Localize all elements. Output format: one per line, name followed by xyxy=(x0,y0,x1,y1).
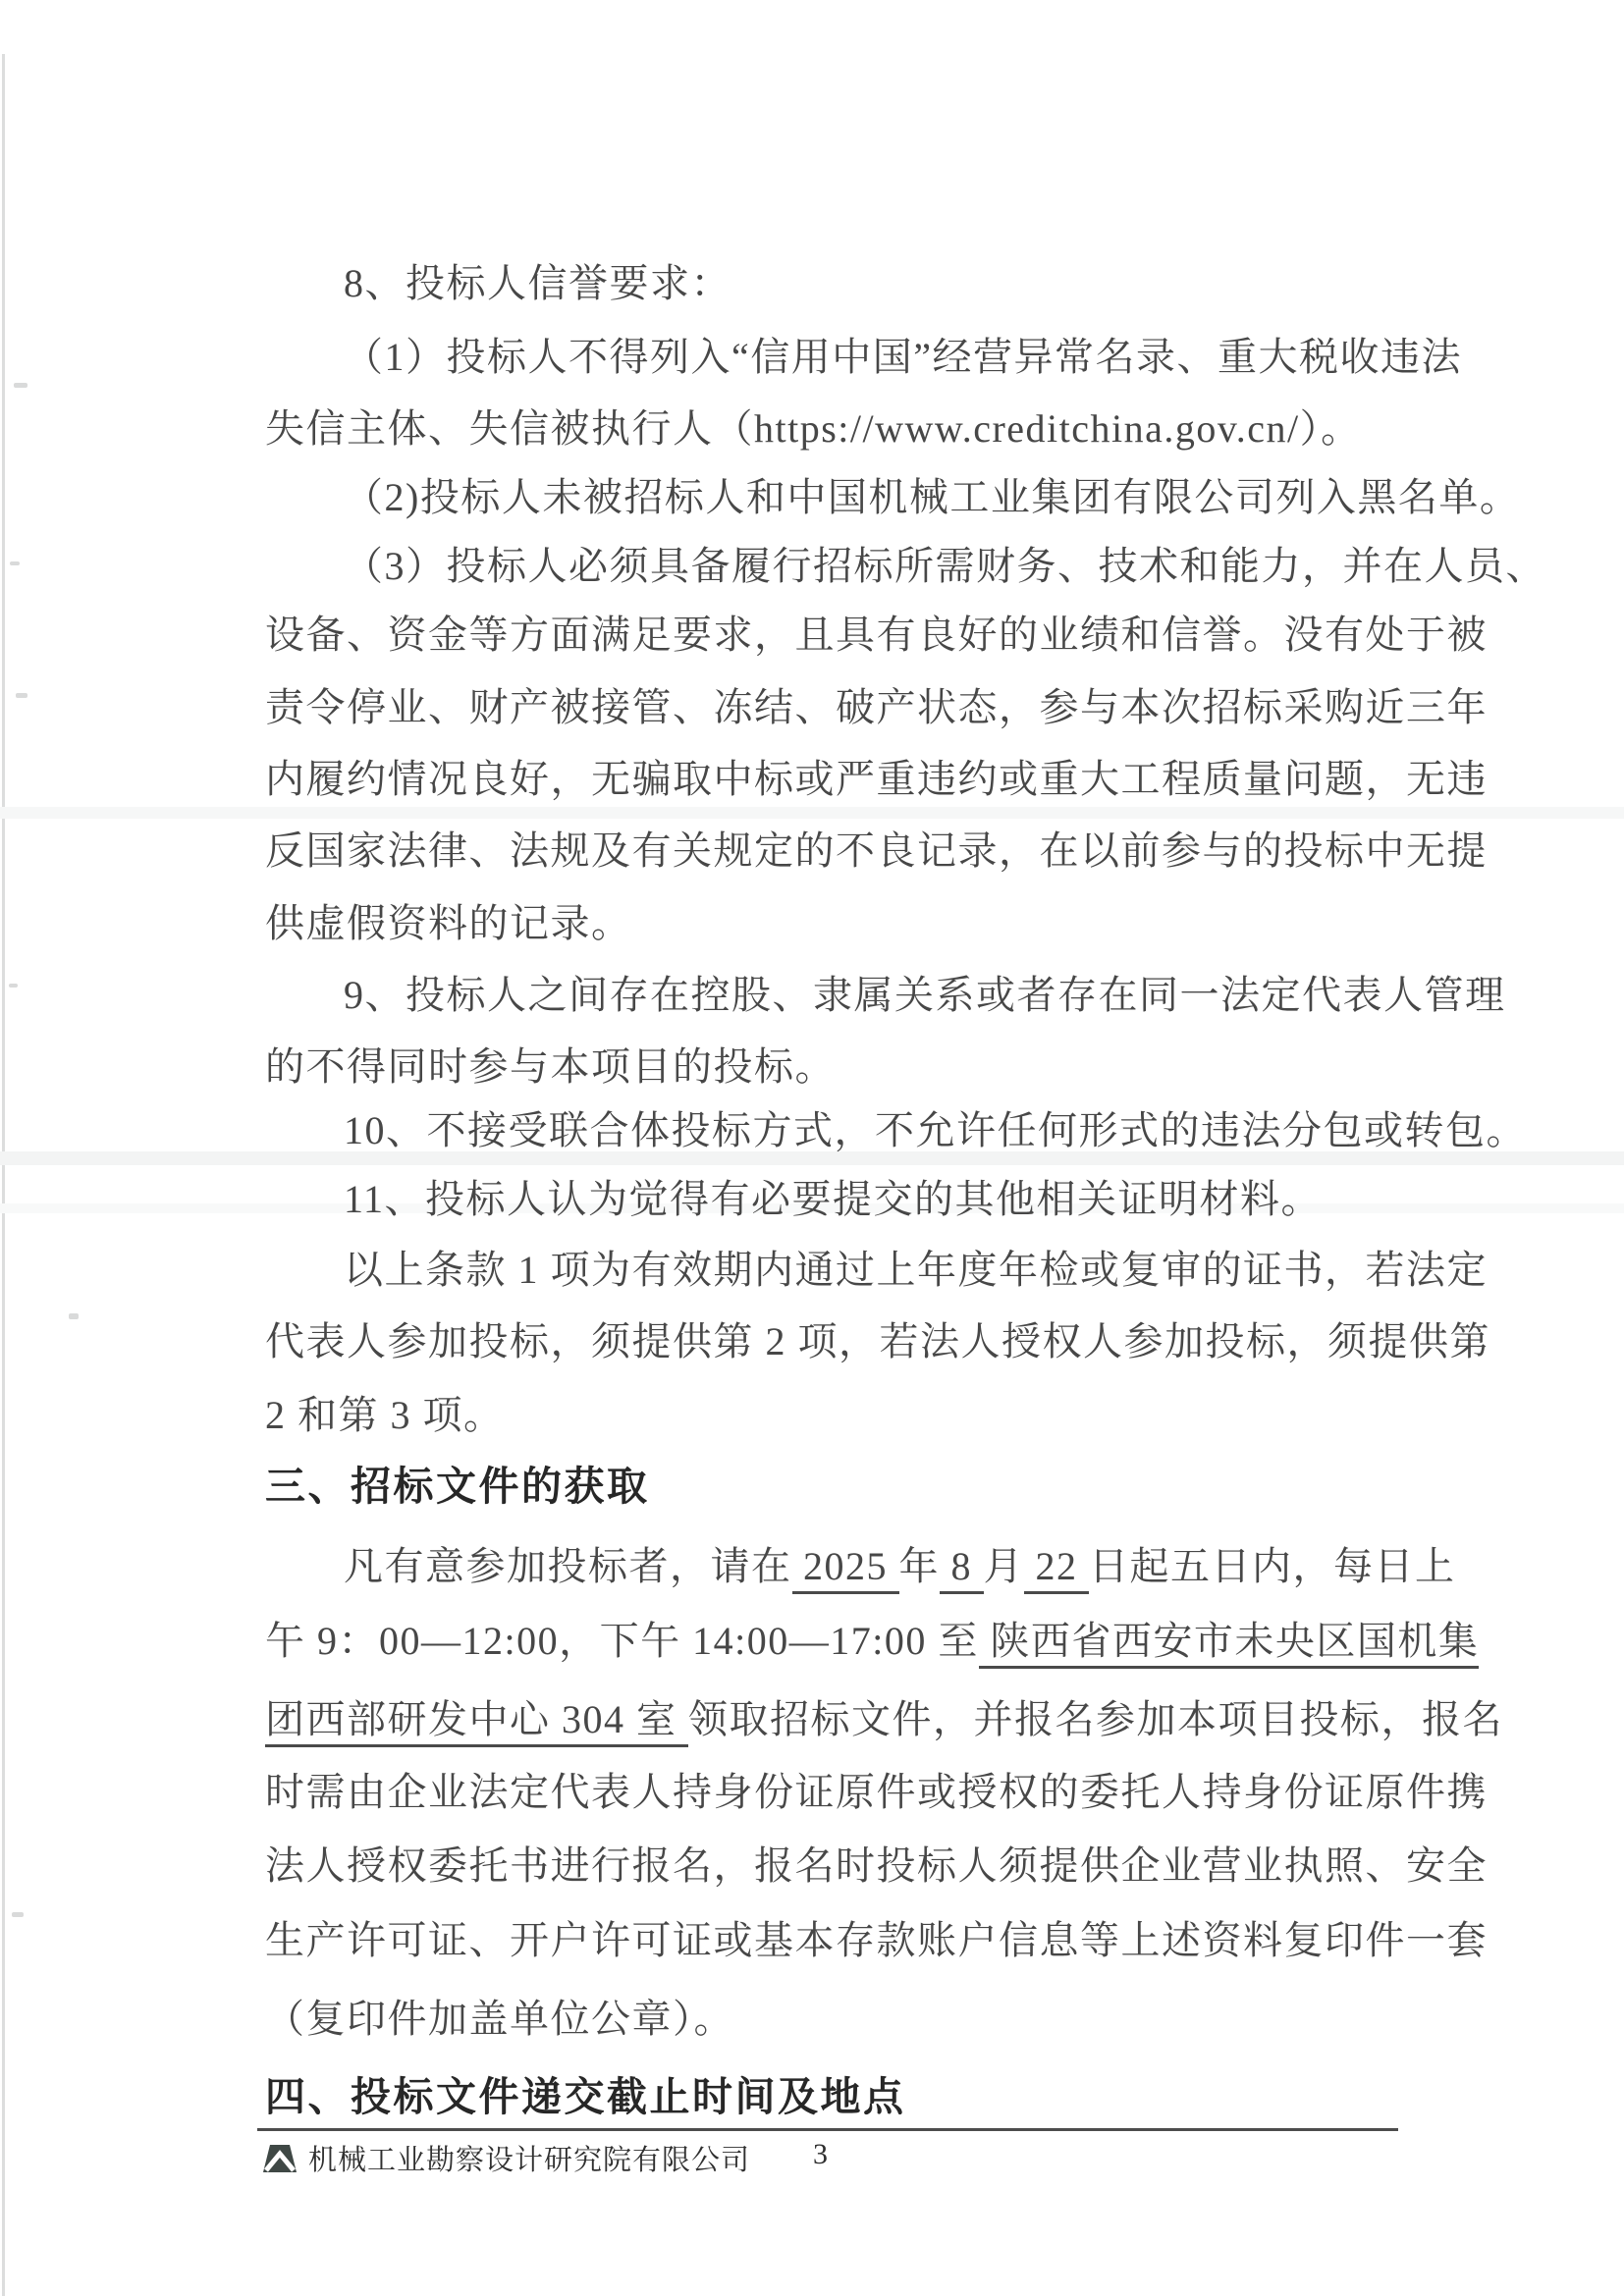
page-number: 3 xyxy=(813,2138,828,2170)
footer-company-name: 机械工业勘察设计研究院有限公司 xyxy=(308,2145,751,2176)
scan-speck xyxy=(12,1912,24,1917)
text-line: （1）投标人不得列入“信用中国”经营异常名录、重大税收违法 xyxy=(344,335,1463,379)
underlined-text: 8 xyxy=(940,1544,984,1594)
text-line: 8、投标人信誉要求： xyxy=(344,261,731,305)
text-line: 时需由企业法定代表人持身份证原件或授权的委托人持身份证原件携 xyxy=(265,1770,1488,1814)
text-line: 法人授权委托书进行报名，报名时投标人须提供企业营业执照、安全 xyxy=(265,1843,1488,1888)
footer-divider xyxy=(257,2128,1398,2131)
text-line: 供虚假资料的记录。 xyxy=(265,901,632,945)
text-line: 团西部研发中心 304 室 领取招标文件，并报名参加本项目投标，报名 xyxy=(265,1696,1443,1743)
scan-speck xyxy=(69,1313,79,1319)
scan-band xyxy=(0,807,1624,819)
text-line: 2 和第 3 项。 xyxy=(265,1393,505,1437)
scan-speck xyxy=(10,561,20,565)
text-line: 失信主体、失信被执行人（https://www.creditchina.gov.cn/）。 xyxy=(265,406,1362,451)
text-line: 反国家法律、法规及有关规定的不良记录，在以前参与的投标中无提 xyxy=(265,828,1488,873)
text-line: 的不得同时参与本项目的投标。 xyxy=(265,1044,836,1089)
text-line: 设备、资金等方面满足要求，且具有良好的业绩和信誉。没有处于被 xyxy=(265,613,1488,657)
text-line: 凡有意参加投标者，请在 2025 年 8 月 22 日起五日内，每日上 xyxy=(265,1543,1522,1590)
text-line: 责令停业、财产被接管、冻结、破产状态，参与本次招标采购近三年 xyxy=(265,685,1488,729)
underlined-text: 22 xyxy=(1024,1544,1089,1594)
scan-speck xyxy=(14,383,27,388)
text-line: 代表人参加投标，须提供第 2 项，若法人授权人参加投标，须提供第 xyxy=(265,1319,1490,1363)
text-line: 生产许可证、开户许可证或基本存款账户信息等上述资料复印件一套 xyxy=(265,1918,1488,1962)
text-line: （2)投标人未被招标人和中国机械工业集团有限公司列入黑名单。 xyxy=(344,475,1521,519)
section-heading: 四、投标文件递交截止时间及地点 xyxy=(265,2074,906,2119)
company-mountain-logo-icon xyxy=(261,2142,298,2175)
scan-speck xyxy=(16,693,27,698)
text-line: （复印件加盖单位公章）。 xyxy=(265,1997,734,2041)
text-line: 10、不接受联合体投标方式，不允许任何形式的违法分包或转包。 xyxy=(344,1108,1527,1152)
text-line: 内履约情况良好，无骗取中标或严重违约或重大工程质量问题，无违 xyxy=(265,757,1488,801)
text-line: 9、投标人之间存在控股、隶属关系或者存在同一法定代表人管理 xyxy=(344,973,1506,1017)
text-line: 午 9：00—12:00，下午 14:00—17:00 至 陕西省西安市未央区国机集 xyxy=(265,1618,1443,1665)
text-line: 11、投标人认为觉得有必要提交的其他相关证明材料。 xyxy=(344,1177,1323,1221)
text-line: 以上条款 1 项为有效期内通过上年度年检或复审的证书，若法定 xyxy=(344,1248,1488,1292)
underlined-text: 团西部研发中心 304 室 xyxy=(265,1697,688,1747)
underlined-text: 2025 xyxy=(792,1544,899,1594)
underlined-text: 陕西省西安市未央区国机集 xyxy=(979,1619,1480,1669)
scan-edge-line xyxy=(2,54,5,2296)
text-line: （3）投标人必须具备履行招标所需财务、技术和能力，并在人员、 xyxy=(344,544,1546,588)
section-heading: 三、招标文件的获取 xyxy=(265,1464,650,1509)
footer xyxy=(261,2138,750,2178)
scan-speck xyxy=(9,984,18,988)
